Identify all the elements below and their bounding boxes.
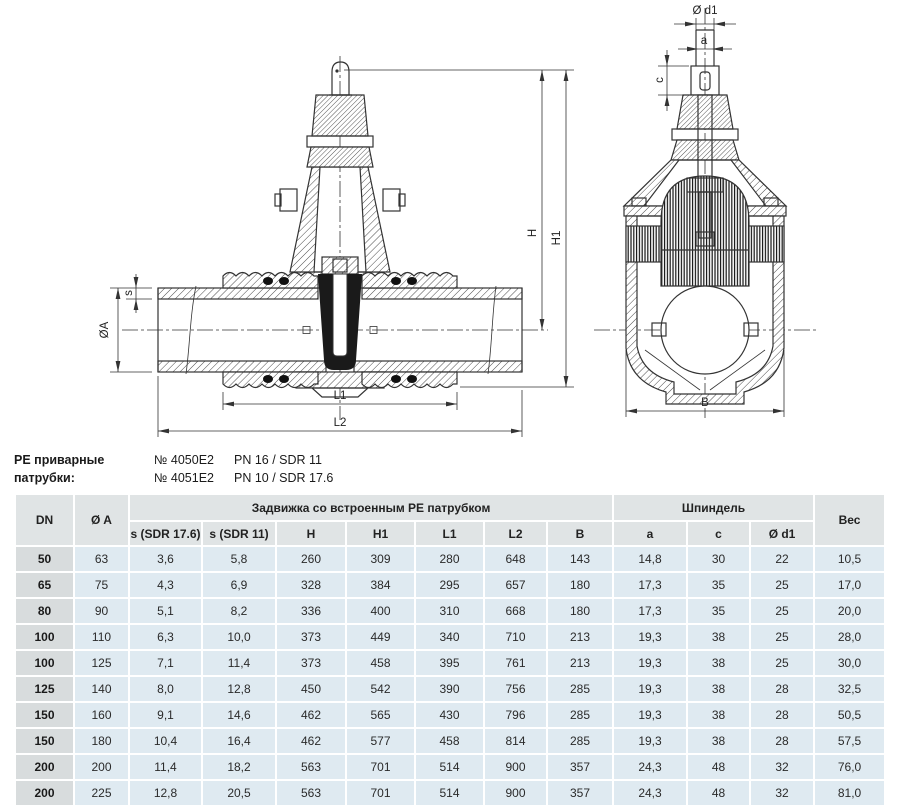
cell: 32 — [751, 781, 813, 805]
cell: 514 — [416, 781, 483, 805]
cell: 5,8 — [203, 547, 275, 571]
col-header-s-sdr11: s (SDR 11) — [203, 522, 275, 545]
dim-label-d1: Ø d1 — [692, 5, 718, 17]
col-header-s-sdr176: s (SDR 17.6) — [130, 522, 201, 545]
cell-dn: 100 — [16, 651, 73, 675]
cell: 390 — [416, 677, 483, 701]
table-row — [16, 651, 884, 675]
header-row-subcolumns — [16, 522, 884, 545]
cell: 213 — [548, 651, 612, 675]
cell: 10,0 — [203, 625, 275, 649]
cell-dn: 200 — [16, 755, 73, 779]
side-gland-upper — [677, 95, 733, 129]
cell: 514 — [416, 755, 483, 779]
cell: 701 — [347, 781, 414, 805]
cell: 7,1 — [130, 651, 201, 675]
cell-dn: 200 — [16, 781, 73, 805]
table-row — [16, 573, 884, 597]
cell: 35 — [688, 599, 749, 623]
cell: 5,1 — [130, 599, 201, 623]
seal-ring — [407, 277, 417, 285]
front-view — [110, 56, 574, 437]
seal-ring — [263, 277, 273, 285]
cell: 24,3 — [614, 755, 686, 779]
cell: 22 — [751, 547, 813, 571]
seal-ring — [407, 375, 417, 383]
cell: 8,2 — [203, 599, 275, 623]
cell: 38 — [688, 703, 749, 727]
cell: 25 — [751, 625, 813, 649]
dim-label-h1: H1 — [551, 230, 563, 246]
cell: 756 — [485, 677, 546, 701]
cell: 25 — [751, 651, 813, 675]
col-header-c: c — [688, 522, 749, 545]
dim-label-b: B — [701, 397, 709, 409]
cell: 20,0 — [815, 599, 884, 623]
cell: 395 — [416, 651, 483, 675]
cell: 11,4 — [203, 651, 275, 675]
gland-nut-lower — [307, 147, 373, 167]
cell: 10,5 — [815, 547, 884, 571]
table-row — [16, 625, 884, 649]
cell: 11,4 — [130, 755, 201, 779]
cell: 12,8 — [203, 677, 275, 701]
cell: 668 — [485, 599, 546, 623]
cell: 3,6 — [130, 547, 201, 571]
table-row — [16, 755, 884, 779]
cell: 180 — [75, 729, 128, 753]
dim-label-c: c — [654, 77, 666, 83]
col-header-d1: Ø d1 — [751, 522, 813, 545]
cell: 17,3 — [614, 573, 686, 597]
cell: 796 — [485, 703, 546, 727]
cell: 38 — [688, 625, 749, 649]
cell: 458 — [416, 729, 483, 753]
cell: 19,3 — [614, 625, 686, 649]
col-header-oa: Ø A — [75, 495, 128, 545]
cell: 563 — [277, 755, 345, 779]
dimensions-table — [14, 493, 886, 807]
table-row — [16, 781, 884, 805]
dim-label-oa: ØA — [99, 321, 111, 339]
cell: 28,0 — [815, 625, 884, 649]
cell: 16,4 — [203, 729, 275, 753]
group-header-spindle: Шпиндель — [614, 495, 813, 520]
seal-ring — [279, 277, 289, 285]
cell: 143 — [548, 547, 612, 571]
table-row — [16, 599, 884, 623]
guide-lug-right — [749, 226, 784, 262]
cell-dn: 125 — [16, 677, 73, 701]
cell: 76,0 — [815, 755, 884, 779]
cell: 285 — [548, 677, 612, 701]
cell: 336 — [277, 599, 345, 623]
cell: 462 — [277, 729, 345, 753]
article-number: № 4050E2 — [154, 453, 214, 467]
cell: 4,3 — [130, 573, 201, 597]
dim-label-h: H — [527, 228, 539, 238]
table-row — [16, 547, 884, 571]
seal-ring — [263, 375, 273, 383]
cell-dn: 150 — [16, 703, 73, 727]
table-row — [16, 677, 884, 701]
cell: 285 — [548, 729, 612, 753]
note-lines — [154, 451, 333, 487]
seal-ring — [391, 277, 401, 285]
bolt-lug-right — [383, 189, 400, 211]
cell: 280 — [416, 547, 483, 571]
cell: 48 — [688, 781, 749, 805]
cell: 462 — [277, 703, 345, 727]
cell: 28 — [751, 729, 813, 753]
cell: 357 — [548, 781, 612, 805]
cell: 8,0 — [130, 677, 201, 701]
col-header-b: B — [548, 522, 612, 545]
cell: 28 — [751, 703, 813, 727]
cell: 28 — [751, 677, 813, 701]
stem-cap — [332, 62, 349, 95]
cell: 563 — [277, 781, 345, 805]
cell: 48 — [688, 755, 749, 779]
dim-label-s: s — [123, 290, 135, 296]
cell: 900 — [485, 781, 546, 805]
gland-nut-upper — [312, 95, 368, 136]
cell: 180 — [548, 573, 612, 597]
cell: 35 — [688, 573, 749, 597]
cell: 10,4 — [130, 729, 201, 753]
cell: 450 — [277, 677, 345, 701]
side-gland-lower — [671, 140, 739, 160]
pe-note — [0, 443, 900, 487]
dim-label-a: a — [700, 35, 708, 47]
pe-pipe-wall — [354, 361, 522, 372]
cell: 200 — [75, 755, 128, 779]
cell: 19,3 — [614, 703, 686, 727]
header-row-groups — [16, 495, 884, 520]
col-header-weight: Вес — [815, 495, 884, 545]
cell: 24,3 — [614, 781, 686, 805]
cell-dn: 80 — [16, 599, 73, 623]
cell: 260 — [277, 547, 345, 571]
cell: 384 — [347, 573, 414, 597]
cell: 761 — [485, 651, 546, 675]
cell: 225 — [75, 781, 128, 805]
cell: 25 — [751, 573, 813, 597]
cell: 213 — [548, 625, 612, 649]
dim-label-l1: L1 — [333, 390, 347, 402]
note-label: PE приварные патрубки: — [14, 453, 105, 485]
cell: 20,5 — [203, 781, 275, 805]
cell: 17,3 — [614, 599, 686, 623]
col-header-h1: H1 — [347, 522, 414, 545]
cell: 19,3 — [614, 651, 686, 675]
cell: 12,8 — [130, 781, 201, 805]
group-header-valve: Задвижка со встроенным PE патрубком — [130, 495, 612, 520]
cell: 110 — [75, 625, 128, 649]
cell-dn: 150 — [16, 729, 73, 753]
cell: 180 — [548, 599, 612, 623]
cell: 32,5 — [815, 677, 884, 701]
cell: 657 — [485, 573, 546, 597]
cell: 14,8 — [614, 547, 686, 571]
cell: 140 — [75, 677, 128, 701]
note-line — [154, 451, 333, 469]
cell: 340 — [416, 625, 483, 649]
cell: 701 — [347, 755, 414, 779]
cell: 449 — [347, 625, 414, 649]
cell: 357 — [548, 755, 612, 779]
table-row — [16, 703, 884, 727]
cell: 38 — [688, 677, 749, 701]
cell: 125 — [75, 651, 128, 675]
cell: 32 — [751, 755, 813, 779]
cell: 25 — [751, 599, 813, 623]
col-header-l1: L1 — [416, 522, 483, 545]
cell: 430 — [416, 703, 483, 727]
cell: 30,0 — [815, 651, 884, 675]
cell: 6,9 — [203, 573, 275, 597]
cell: 400 — [347, 599, 414, 623]
cell: 38 — [688, 651, 749, 675]
cell: 458 — [347, 651, 414, 675]
col-header-dn: DN — [16, 495, 73, 545]
cell: 6,3 — [130, 625, 201, 649]
cell: 75 — [75, 573, 128, 597]
cell: 18,2 — [203, 755, 275, 779]
cell: 648 — [485, 547, 546, 571]
article-spec: PN 10 / SDR 17.6 — [234, 471, 334, 485]
guide-lug-left — [626, 226, 661, 262]
cell: 295 — [416, 573, 483, 597]
table-row — [16, 729, 884, 753]
pe-pipe-wall — [362, 288, 522, 299]
cell: 285 — [548, 703, 612, 727]
seal-ring — [279, 375, 289, 383]
col-header-h: H — [277, 522, 345, 545]
side-view — [594, 8, 818, 418]
article-spec: PN 16 / SDR 11 — [234, 453, 323, 467]
wedge-channel — [333, 274, 347, 356]
note-line — [154, 469, 333, 487]
seal-ring — [391, 375, 401, 383]
bore-circle — [661, 286, 749, 374]
cell: 565 — [347, 703, 414, 727]
cell: 30 — [688, 547, 749, 571]
cell: 63 — [75, 547, 128, 571]
cell: 542 — [347, 677, 414, 701]
cell: 710 — [485, 625, 546, 649]
cell: 310 — [416, 599, 483, 623]
cell: 50,5 — [815, 703, 884, 727]
cell: 900 — [485, 755, 546, 779]
cell: 57,5 — [815, 729, 884, 753]
cell: 373 — [277, 651, 345, 675]
cell: 90 — [75, 599, 128, 623]
cell: 814 — [485, 729, 546, 753]
pe-pipe-wall — [158, 361, 326, 372]
article-number: № 4051E2 — [154, 471, 214, 485]
dim-label-l2: L2 — [333, 417, 347, 429]
cell: 14,6 — [203, 703, 275, 727]
col-header-a: a — [614, 522, 686, 545]
cell: 19,3 — [614, 677, 686, 701]
cell: 160 — [75, 703, 128, 727]
cell: 328 — [277, 573, 345, 597]
bolt-lug-left — [280, 189, 297, 211]
cell: 373 — [277, 625, 345, 649]
cell: 577 — [347, 729, 414, 753]
cell: 9,1 — [130, 703, 201, 727]
stem-cap-hole — [335, 69, 338, 72]
cell: 17,0 — [815, 573, 884, 597]
cell: 19,3 — [614, 729, 686, 753]
cell: 81,0 — [815, 781, 884, 805]
cell: 309 — [347, 547, 414, 571]
cell-dn: 50 — [16, 547, 73, 571]
cell: 38 — [688, 729, 749, 753]
pe-pipe-wall — [158, 288, 318, 299]
cell-dn: 65 — [16, 573, 73, 597]
cell-dn: 100 — [16, 625, 73, 649]
col-header-l2: L2 — [485, 522, 546, 545]
